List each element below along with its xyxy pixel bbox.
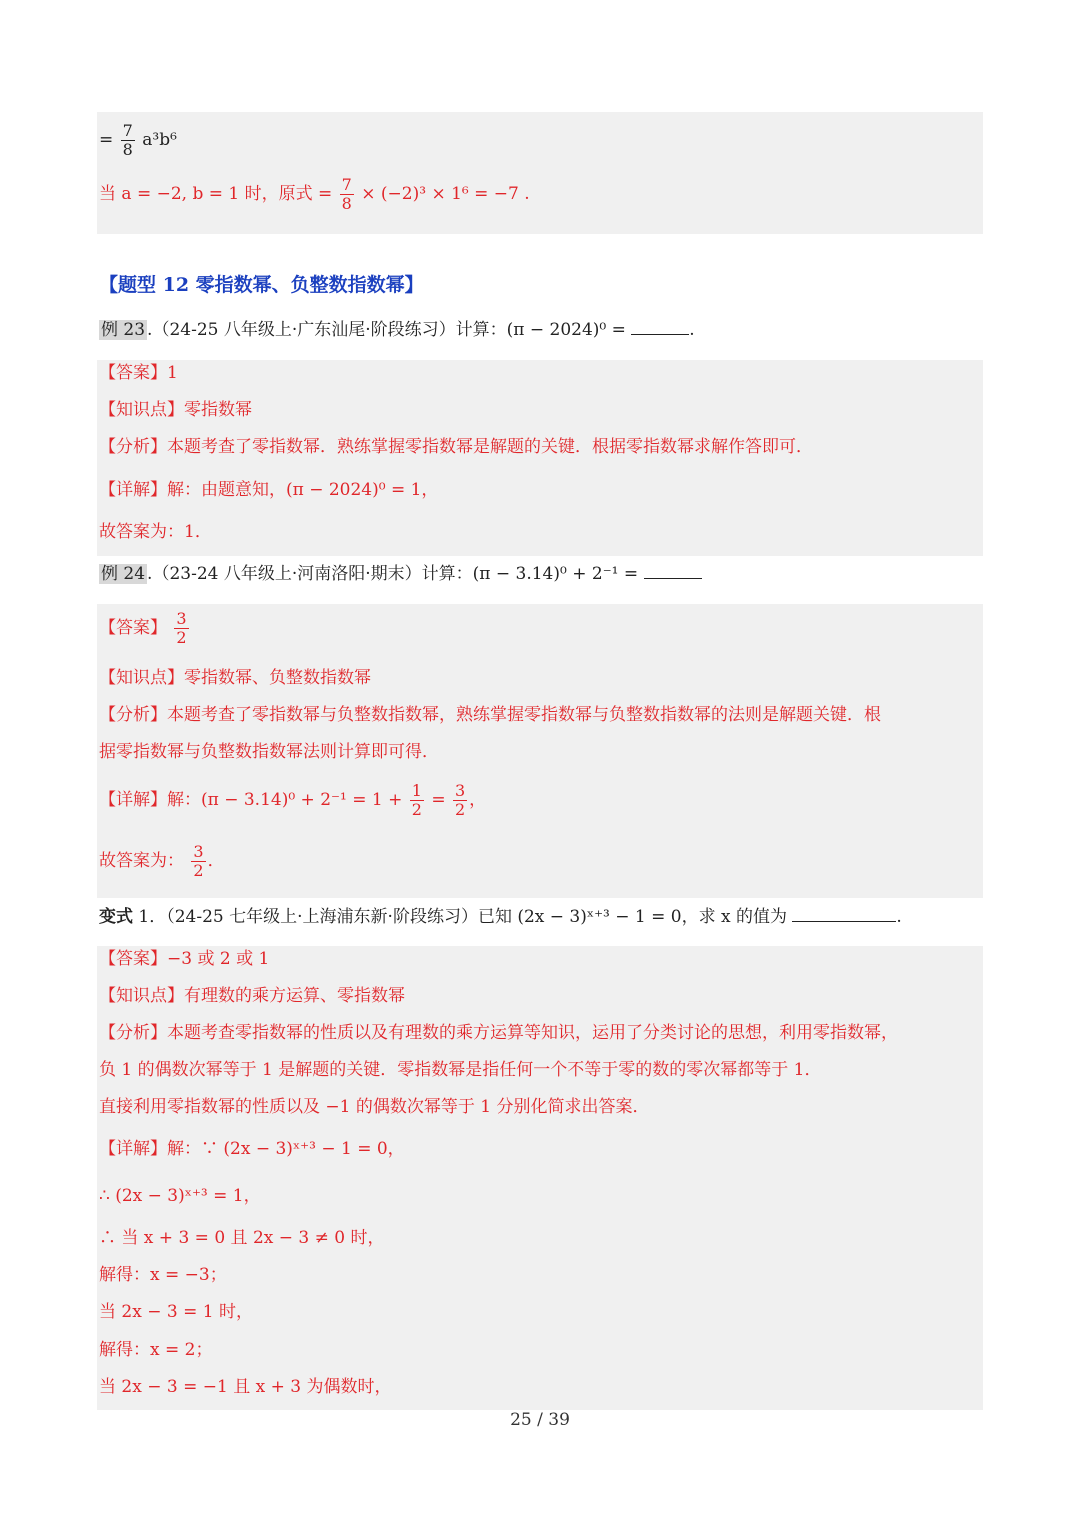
detail-pre: 【详解】解：(π − 3.14)⁰ + 2⁻¹ = 1 + (99, 790, 403, 810)
final-pre: 故答案为： (99, 851, 184, 871)
answer-label: 【答案】 (99, 618, 167, 638)
detail-mid: = (431, 790, 446, 810)
ex23-detail: 【详解】解：由题意知，(π − 2024)⁰ = 1， (99, 480, 439, 500)
ex23-answer: 【答案】1 (99, 363, 178, 383)
prev-conclusion (99, 176, 530, 213)
fraction-3-2 (191, 843, 205, 880)
page-number: 25 / 39 (510, 1410, 570, 1430)
fraction-numerator: 3 (193, 842, 204, 861)
var1-answer: 【答案】−3 或 2 或 1 (99, 949, 270, 969)
var1-step-6: 当 2x − 3 = −1 且 x + 3 为偶数时， (99, 1377, 392, 1397)
ex23-knowledge: 【知识点】零指数幂 (99, 400, 252, 420)
fraction-numerator: 3 (454, 781, 466, 800)
var1-analysis-1: 【分析】本题考查零指数幂的性质以及有理数的乘方运算等知识，运用了分类讨论的思想，利用零指数幂， (99, 1023, 898, 1043)
variant-1-question (99, 905, 902, 929)
fraction-denominator: 2 (411, 800, 422, 819)
fraction-denominator: 8 (122, 140, 133, 159)
question-end: . (896, 907, 902, 927)
question-end: . (689, 320, 695, 340)
solution-block-prev (97, 112, 983, 234)
fraction-denominator: 2 (176, 628, 187, 647)
question-text: .（23-24 八年级上·河南洛阳·期末）计算：(π − 3.14)⁰ + 2⁻¹ = (147, 564, 639, 584)
answer-blank (644, 564, 702, 579)
question-text: .（24-25 八年级上·广东汕尾·阶段练习）计算：(π − 2024)⁰ = (147, 320, 626, 340)
example-23-question (99, 318, 695, 342)
ex24-detail (99, 782, 486, 819)
ex23-analysis: 【分析】本题考查了零指数幂．熟练掌握零指数幂是解题的关键．根据零指数幂求解作答即可． (99, 437, 813, 457)
prev-step-tail: a³b⁶ (142, 130, 177, 150)
fraction-3-2 (453, 782, 467, 819)
ex24-final (99, 843, 225, 880)
fraction-7-8 (340, 176, 354, 213)
var1-analysis-2: 负 1 的偶数次幂等于 1 是解题的关键．零指数幂是指任何一个不等于零的数的零次幂都等于 1． (99, 1060, 822, 1080)
variant-label: 变式 (99, 907, 133, 927)
question-text: 1．（24-25 七年级上·上海浦东新·阶段练习）已知 (2x − 3)ˣ⁺³ − 1 = 0，求 x 的值为 (133, 907, 788, 927)
fraction-7-8 (121, 122, 135, 159)
example-24-question (99, 562, 702, 586)
fraction-1-2 (410, 782, 424, 819)
ex24-knowledge: 【知识点】零指数幂、负整数指数幂 (99, 668, 371, 688)
var1-step-1: ∴ (2x − 3)ˣ⁺³ = 1， (99, 1186, 261, 1206)
final-end: ． (207, 851, 225, 871)
var1-step-3: 解得：x = −3； (99, 1265, 227, 1285)
ex24-analysis-2: 据零指数幂与负整数指数幂法则计算即可得． (99, 742, 439, 762)
answer-blank (792, 907, 896, 922)
var1-analysis-3: 直接利用零指数幂的性质以及 −1 的偶数次幂等于 1 分别化简求出答案． (99, 1097, 650, 1117)
ex23-final: 故答案为：1． (99, 522, 212, 542)
prev-step-eq: = (99, 130, 114, 150)
var1-knowledge: 【知识点】有理数的乘方运算、零指数幂 (99, 986, 405, 1006)
fraction-numerator: 7 (341, 175, 352, 194)
fraction-denominator: 2 (193, 861, 204, 880)
detail-end: ， (469, 790, 487, 810)
ex24-analysis-1: 【分析】本题考查了零指数幂与负整数指数幂，熟练掌握零指数幂与负整数指数幂的法则是解题关键．根 (99, 705, 881, 725)
conclusion-pre: 当 a = −2, b = 1 时，原式 = (99, 184, 333, 204)
fraction-numerator: 7 (122, 121, 133, 140)
fraction-numerator: 1 (411, 781, 422, 800)
answer-blank (631, 320, 689, 335)
answer-fraction (174, 610, 188, 647)
fraction-numerator: 3 (176, 609, 187, 628)
example-label: 例 23 (101, 320, 146, 340)
section-title: 【题型 12 零指数幂、负整数指数幂】 (99, 274, 424, 296)
var1-detail: 【详解】解：∵ (2x − 3)ˣ⁺³ − 1 = 0， (99, 1139, 405, 1159)
ex24-answer (99, 610, 191, 647)
example-label: 例 24 (101, 564, 146, 584)
var1-step-2: ∴ 当 x + 3 = 0 且 2x − 3 ≠ 0 时， (99, 1228, 385, 1248)
fraction-denominator: 8 (341, 194, 352, 213)
conclusion-tail: × (−2)³ × 1⁶ = −7 . (361, 184, 530, 204)
var1-step-5: 解得：x = 2； (99, 1340, 213, 1360)
var1-step-4: 当 2x − 3 = 1 时， (99, 1302, 253, 1322)
prev-step (99, 122, 177, 159)
fraction-denominator: 2 (454, 800, 466, 819)
solution-block-variant-1 (97, 946, 983, 1410)
